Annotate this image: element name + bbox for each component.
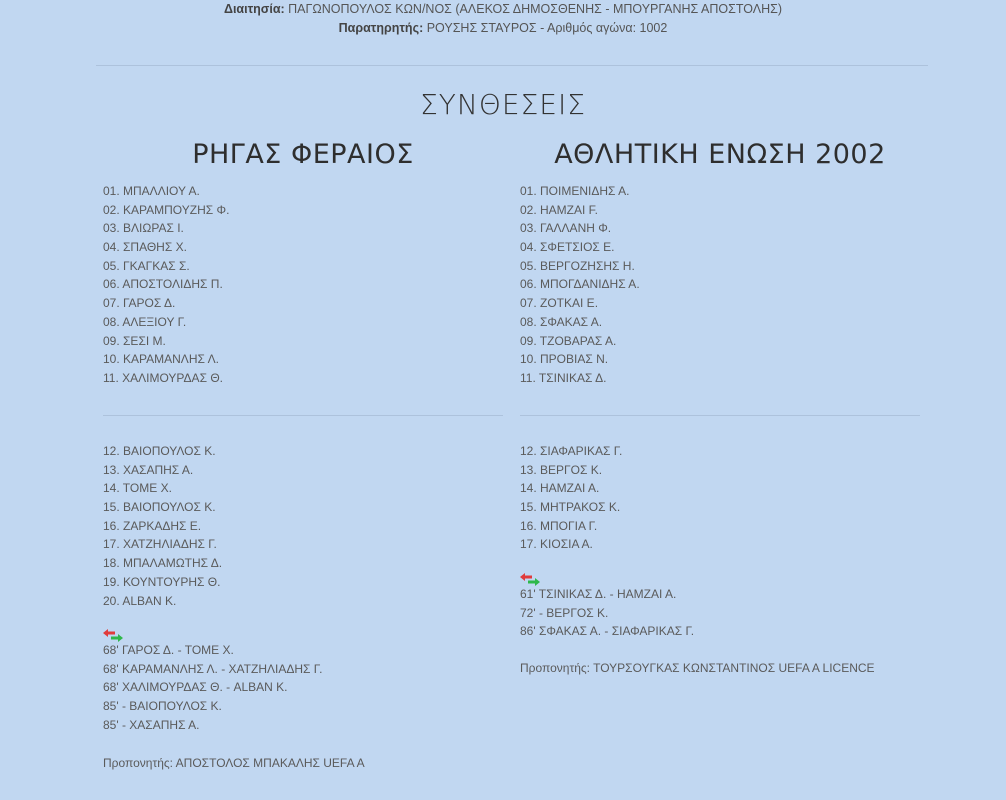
away-bench-player: 13. ΒΕΡΓΟΣ Κ. <box>520 462 603 477</box>
home-starter: 03. ΒΛΙΩΡΑΣ Ι. <box>103 221 184 236</box>
home-divider <box>103 415 503 416</box>
away-bench-player: 14. ΗΑΜΖΑΙ Α. <box>520 481 600 496</box>
home-starter: 10. ΚΑΡΑΜΑΝΛΗΣ Λ. <box>103 352 219 367</box>
home-substitution: 68' ΚΑΡΑΜΑΝΛΗΣ Λ. - ΧΑΤΖΗΛΙΑΔΗΣ Γ. <box>103 661 323 676</box>
home-starters <box>103 182 503 388</box>
home-starter: 11. ΧΑΛΙΜΟΥΡΔΑΣ Θ. <box>103 370 223 385</box>
home-starter: 02. ΚΑΡΑΜΠΟΥΖΗΣ Φ. <box>103 202 230 217</box>
away-starter: 05. ΒΕΡΓΟΖΗΣΗΣ Η. <box>520 258 635 273</box>
away-bench-player: 17. ΚΙΟΣΙΑ Α. <box>520 537 593 552</box>
observer-label: Παρατηρητής: <box>338 21 424 35</box>
away-substitutions <box>520 585 920 641</box>
away-starter: 11. ΤΣΙΝΙΚΑΣ Δ. <box>520 370 607 385</box>
away-bench <box>520 442 920 554</box>
home-starter: 01. ΜΠΑΛΛΙΟΥ Α. <box>103 184 200 198</box>
away-starter: 02. ΗΑΜΖΑΙ F. <box>520 202 599 217</box>
home-coach: Προπονητής: ΑΠΟΣΤΟΛΟΣ ΜΠΑΚΑΛΗΣ UEFA A <box>103 756 365 770</box>
away-starter: 03. ΓΑΛΛΑΝΗ Φ. <box>520 221 612 236</box>
away-bench-player: 12. ΣΙΑΦΑΡΙΚΑΣ Γ. <box>520 444 623 458</box>
home-starter: 04. ΣΠΑΘΗΣ Χ. <box>103 240 187 255</box>
observer-value: ΡΟΥΣΗΣ ΣΤΑΥΡΟΣ - Αριθμός αγώνα: 1002 <box>423 21 668 35</box>
lineups-title: ΣΥΝΘΕΣΕΙΣ <box>420 88 586 121</box>
home-substitution: 85' - ΧΑΣΑΠΗΣ Α. <box>103 717 200 732</box>
home-bench-player: 19. ΚΟΥΝΤΟΥΡΗΣ Θ. <box>103 574 221 589</box>
home-substitutions <box>103 641 503 734</box>
match-officials <box>0 0 1006 38</box>
away-starters <box>520 182 920 388</box>
away-starter: 08. ΣΦΑΚΑΣ Α. <box>520 314 603 329</box>
away-substitution: 72' - ΒΕΡΓΟΣ Κ. <box>520 605 609 620</box>
home-team-name: ΡΗΓΑΣ ΦΕΡΑΙΟΣ <box>192 139 414 170</box>
home-bench-player: 17. ΧΑΤΖΗΛΙΑΔΗΣ Γ. <box>103 537 217 552</box>
home-starter: 08. ΑΛΕΞΙΟΥ Γ. <box>103 314 187 329</box>
home-bench <box>103 442 503 610</box>
home-bench-player: 14. ΤΟΜΕ Χ. <box>103 481 172 496</box>
away-coach: Προπονητής: ΤΟΥΡΣΟΥΓΚΑΣ ΚΩΝΣΤΑΝΤΙΝΟΣ UEFA A LICENCE <box>520 661 875 675</box>
away-starter: 06. ΜΠΟΓΔΑΝΙΔΗΣ Α. <box>520 277 640 292</box>
home-starter: 07. ΓΑΡΟΣ Δ. <box>103 296 176 311</box>
observer-line <box>0 19 1006 38</box>
section-divider <box>96 65 928 66</box>
away-starter: 01. ΠΟΙΜΕΝΙΔΗΣ Α. <box>520 184 630 198</box>
away-starter: 10. ΠΡΟΒΙΑΣ Ν. <box>520 352 609 367</box>
away-bench-player: 16. ΜΠΟΓΙΑ Γ. <box>520 518 598 533</box>
referees-value: ΠΑΓΩΝΟΠΟΥΛΟΣ ΚΩΝ/ΝΟΣ (ΑΛΕΚΟΣ ΔΗΜΟΣΘΕΝΗΣ - ΜΠΟΥΡΓΑΝΗΣ ΑΠΟΣΤΟΛΗΣ) <box>284 2 783 16</box>
away-starter: 07. ZOTKAI E. <box>520 296 599 311</box>
away-divider <box>520 415 920 416</box>
home-substitution: 68' ΓΑΡΟΣ Δ. - ΤΟΜΕ Χ. <box>103 643 234 657</box>
away-substitution: 61' ΤΣΙΝΙΚΑΣ Δ. - ΗΑΜΖΑΙ Α. <box>520 587 677 601</box>
home-starter: 05. ΓΚΑΓΚΑΣ Σ. <box>103 258 190 273</box>
home-bench-player: 16. ΖΑΡΚΑΔΗΣ Ε. <box>103 518 202 533</box>
home-bench-player: 15. ΒΑΙΟΠΟΥΛΟΣ Κ. <box>103 500 216 515</box>
home-bench-player: 13. ΧΑΣΑΠΗΣ Α. <box>103 462 194 477</box>
away-starter: 04. ΣΦΕΤΣΙΟΣ Ε. <box>520 240 615 255</box>
away-starter: 09. ΤΖΟΒΑΡΑΣ Α. <box>520 333 617 348</box>
home-bench-player: 12. ΒΑΙΟΠΟΥΛΟΣ Κ. <box>103 444 216 458</box>
away-bench-player: 15. ΜΗΤΡΑΚΟΣ Κ. <box>520 500 621 515</box>
home-starter: 06. ΑΠΟΣΤΟΛΙΔΗΣ Π. <box>103 277 223 292</box>
home-substitution: 85' - ΒΑΙΟΠΟΥΛΟΣ Κ. <box>103 699 222 714</box>
away-substitution: 86' ΣΦΑΚΑΣ Α. - ΣΙΑΦΑΡΙΚΑΣ Γ. <box>520 624 695 639</box>
home-bench-player: 20. ALBAN Κ. <box>103 593 177 608</box>
away-team-name: ΑΘΛΗΤΙΚΗ ΕΝΩΣΗ 2002 <box>554 139 886 170</box>
home-bench-player: 18. ΜΠΑΛΑΜΩΤΗΣ Δ. <box>103 556 223 571</box>
referees-label: Διαιτησία: <box>223 2 285 16</box>
home-starter: 09. ΣΕΣΙ Μ. <box>103 333 166 348</box>
referees-line <box>0 0 1006 19</box>
home-substitution: 68' ΧΑΛΙΜΟΥΡΔΑΣ Θ. - ALBAN Κ. <box>103 680 288 695</box>
